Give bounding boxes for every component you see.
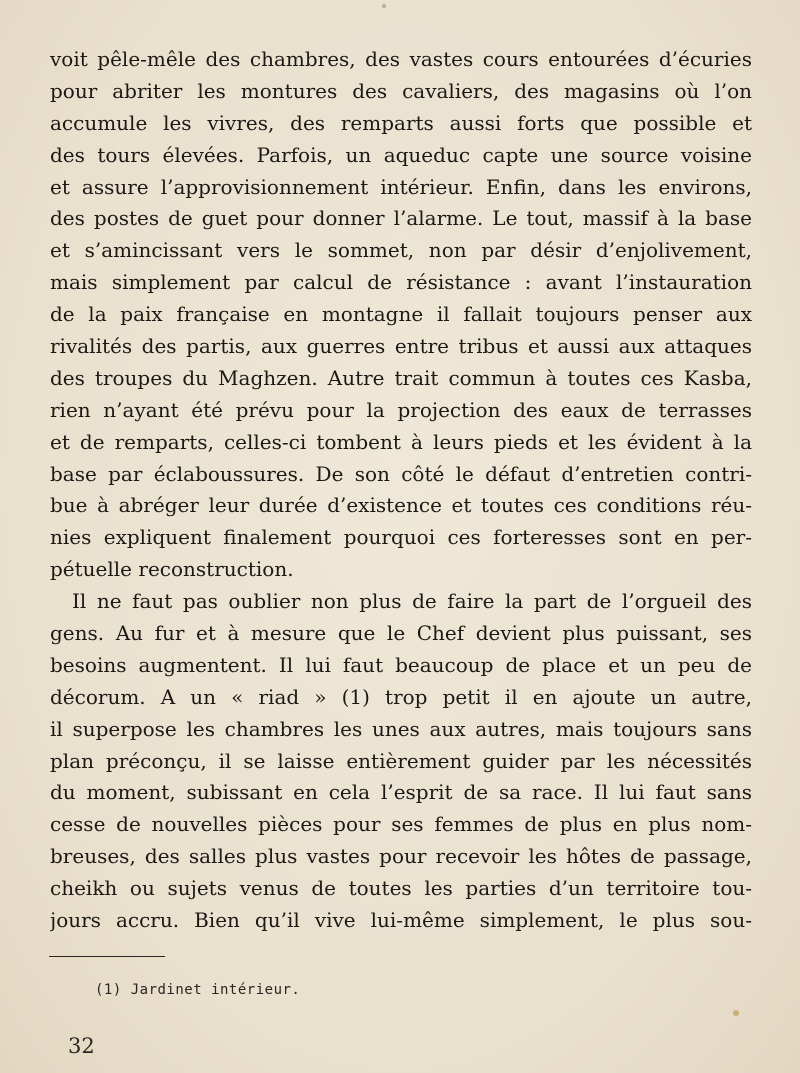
page-number: 32 — [68, 1034, 95, 1058]
paper-speck — [733, 1010, 739, 1016]
text-line: bue à abréger leur durée d’existence et toutes ces conditions réu- — [50, 493, 752, 518]
text-line: et de remparts, celles-ci tombent à leurs pieds et les évident à la — [50, 429, 752, 454]
paragraph-end-line: pétuelle reconstruction. — [50, 557, 294, 582]
text-line: et assure l’approvisionnement intérieur. Enfin, dans les environs, — [50, 174, 752, 199]
text-line: de la paix française en montagne il fallait toujours penser aux — [50, 302, 752, 327]
text-line: plan préconçu, il se laisse entièrement guider par les nécessités — [50, 748, 752, 773]
text-line: et s’amincissant vers le sommet, non par désir d’enjolivement, — [50, 238, 752, 263]
text-line: besoins augmentent. Il lui faut beaucoup de place et un peu de — [50, 652, 752, 677]
text-line: des tours élevées. Parfois, un aqueduc capte une source voisine — [50, 142, 752, 167]
text-line: pour abriter les montures des cavaliers, des magasins où l’on — [50, 78, 752, 103]
body-text — [50, 44, 752, 937]
footnote: (1) Jardinet intérieur. — [95, 982, 301, 998]
text-line: il superpose les chambres les unes aux autres, mais toujours sans — [50, 716, 752, 741]
text-line: du moment, subissant en cela l’esprit de sa race. Il lui faut sans — [50, 780, 752, 805]
text-line: des troupes du Maghzen. Autre trait commun à toutes ces Kasba, — [50, 365, 752, 390]
text-line: base par éclaboussures. De son côté le défaut d’entretien contri- — [50, 461, 752, 486]
text-line: rivalités des partis, aux guerres entre tribus et aussi aux attaques — [50, 334, 752, 359]
text-line: mais simplement par calcul de résistance : avant l’instauration — [50, 270, 752, 295]
text-line: décorum. A un « riad » (1) trop petit il en ajoute un autre, — [50, 684, 752, 709]
text-line: nies expliquent finalement pourquoi ces forteresses sont en per- — [50, 525, 752, 550]
text-line: des postes de guet pour donner l’alarme. Le tout, massif à la base — [50, 206, 752, 231]
text-line: cesse de nouvelles pièces pour ses femmes de plus en plus nom- — [50, 812, 752, 837]
text-line: jours accru. Bien qu’il vive lui-même simplement, le plus sou- — [50, 908, 752, 933]
text-line: gens. Au fur et à mesure que le Chef devient plus puissant, ses — [50, 621, 752, 646]
paragraph-start-line: Il ne faut pas oublier non plus de faire la part de l’orgueil des — [72, 589, 752, 614]
text-line: breuses, des salles plus vastes pour recevoir les hôtes de passage, — [50, 844, 752, 869]
text-line: cheikh ou sujets venus de toutes les parties d’un territoire tou- — [50, 876, 752, 901]
text-line: voit pêle-mêle des chambres, des vastes cours entourées d’écuries — [50, 47, 752, 71]
text-line: rien n’ayant été prévu pour la projection des eaux de terrasses — [50, 397, 752, 422]
paper-speck — [382, 4, 386, 8]
footnote-divider — [49, 956, 165, 957]
text-line: accumule les vivres, des remparts aussi forts que possible et — [50, 110, 752, 135]
